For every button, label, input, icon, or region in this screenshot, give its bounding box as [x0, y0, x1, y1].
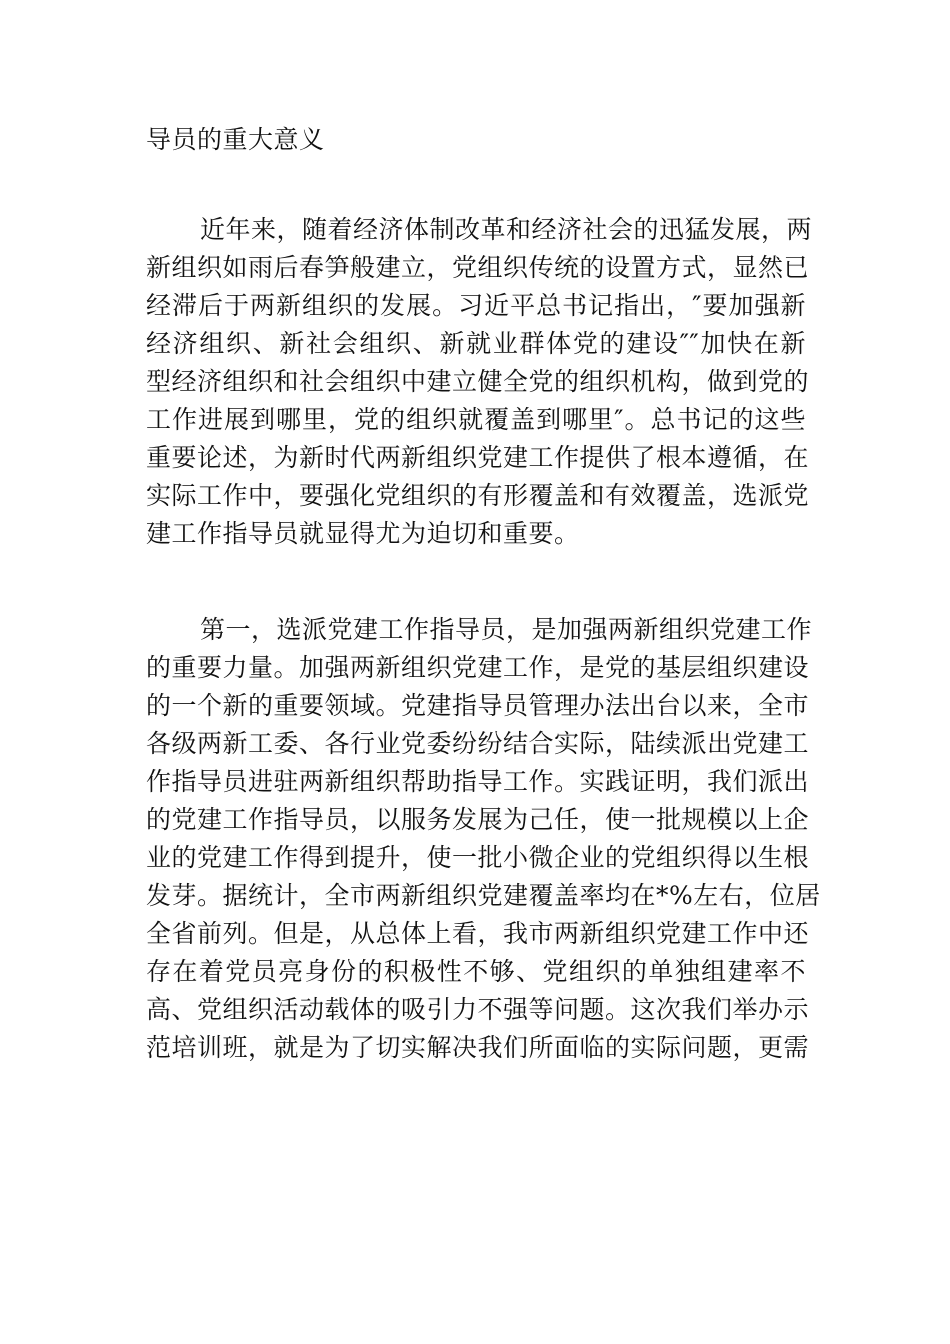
paragraph-line: 存在着党员亮身份的积极性不够、党组织的单独组建率不 — [146, 957, 806, 986]
paragraph-line: 重要论述，为新时代两新组织党建工作提供了根本遵循，在 — [146, 443, 810, 472]
paragraph-line: 型经济组织和社会组织中建立健全党的组织机构，做到党的 — [146, 367, 810, 396]
paragraph-line: 业的党建工作得到提升，使一批小微企业的党组织得以生根 — [146, 843, 810, 872]
paragraph-line: 第一，选派党建工作指导员，是加强两新组织党建工作 — [200, 615, 813, 644]
paragraph-line: 新组织如雨后春笋般建立，党组织传统的设置方式，显然已 — [146, 253, 810, 282]
paragraph-line: 工作进展到哪里，党的组织就覆盖到哪里″。总书记的这些 — [146, 405, 806, 434]
section-heading: 导员的重大意义 — [146, 125, 325, 154]
paragraph-line: 近年来，随着经济体制改革和经济社会的迅猛发展，两 — [200, 215, 813, 244]
paragraph-line: 的一个新的重要领域。党建指导员管理办法出台以来，全市 — [146, 691, 810, 720]
paragraph-line: 实际工作中，要强化党组织的有形覆盖和有效覆盖，选派党 — [146, 481, 810, 510]
paragraph-line: 全省前列。但是，从总体上看，我市两新组织党建工作中还 — [146, 919, 810, 948]
paragraph-line: 建工作指导员就显得尤为迫切和重要。 — [146, 519, 580, 548]
paragraph-line: 作指导员进驻两新组织帮助指导工作。实践证明，我们派出 — [146, 767, 810, 796]
paragraph-line: 发芽。据统计，全市两新组织党建覆盖率均在*%左右，位居 — [146, 881, 821, 910]
paragraph-line: 经滞后于两新组织的发展。习近平总书记指出，″要加强新 — [146, 291, 806, 320]
paragraph-line: 的重要力量。加强两新组织党建工作，是党的基层组织建设 — [146, 653, 810, 682]
paragraph-line: 范培训班，就是为了切实解决我们所面临的实际问题，更需 — [146, 1033, 810, 1062]
paragraph-line: 的党建工作指导员，以服务发展为己任，使一批规模以上企 — [146, 805, 810, 834]
paragraph-line: 各级两新工委、各行业党委纷纷结合实际，陆续派出党建工 — [146, 729, 810, 758]
paragraph-line: 经济组织、新社会组织、新就业群体党的建设″″加快在新 — [146, 329, 806, 358]
paragraph-line: 高、党组织活动载体的吸引力不强等问题。这次我们举办示 — [146, 995, 810, 1024]
